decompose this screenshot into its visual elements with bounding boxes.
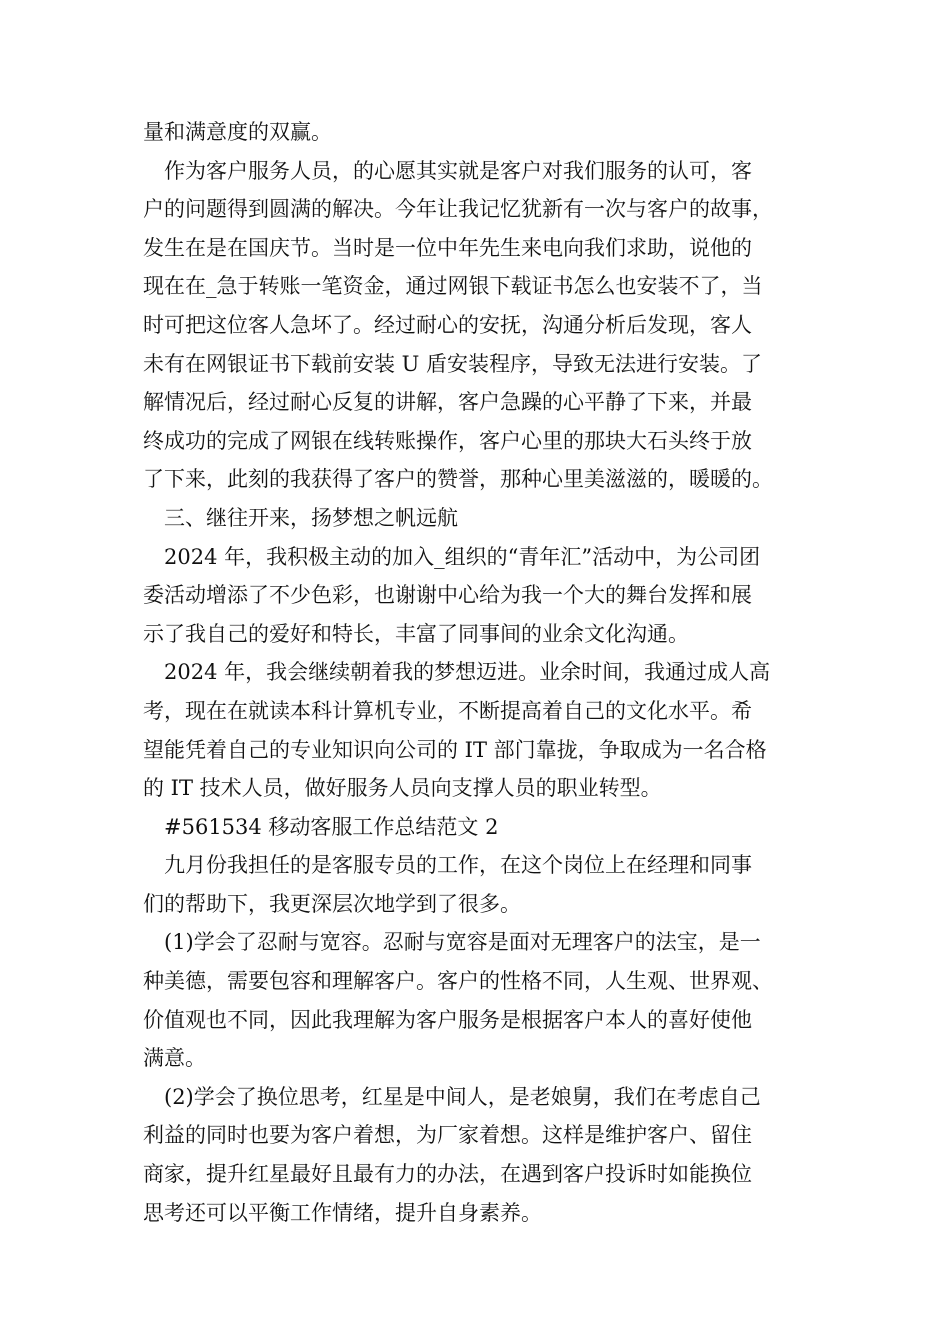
text-line: 满意。 [143,1046,206,1071]
text-line: (2)学会了换位思考，红星是中间人，是老娘舅，我们在考虑自己 [143,1084,761,1109]
text-line: 发生在是在国庆节。当时是一位中年先生来电向我们求助，说他的 [143,235,752,260]
article-title: #561534 移动客服工作总结范文 2 [143,814,499,839]
text-line: 2024 年，我积极主动的加入_组织的“青年汇”活动中，为公司团 [143,544,761,569]
text-line: 们的帮助下，我更深层次地学到了很多。 [143,891,521,916]
text-line: 解情况后，经过耐心反复的讲解，客户急躁的心平静了下来，并最 [143,390,752,415]
text-line: 价值观也不同，因此我理解为客户服务是根据客户本人的喜好使他 [143,1007,752,1032]
text-line: (1)学会了忍耐与宽容。忍耐与宽容是面对无理客户的法宝，是一 [143,930,761,955]
text-line: 时可把这位客人急坏了。经过耐心的安抚，沟通分析后发现，客人 [143,312,752,337]
section-heading: 三、继往开来，扬梦想之帆远航 [143,505,458,530]
text-line: 示了我自己的爱好和特长，丰富了同事间的业余文化沟通。 [143,621,689,646]
text-line: 望能凭着自己的专业知识向公司的 IT 部门靠拢，争取成为一名合格 [143,737,767,762]
text-line: 未有在网银证书下载前安装 U 盾安装程序，导致无法进行安装。了 [143,351,763,376]
text-line: 户的问题得到圆满的解决。今年让我记忆犹新有一次与客户的故事， [143,197,773,222]
text-line: 作为客户服务人员，的心愿其实就是客户对我们服务的认可，客 [143,158,752,183]
text-line: 委活动增添了不少色彩，也谢谢中心给为我一个大的舞台发挥和展 [143,583,752,608]
text-line: 商家，提升红星最好且最有力的办法，在遇到客户投诉时如能换位 [143,1162,752,1187]
text-line: 2024 年，我会继续朝着我的梦想迈进。业余时间，我通过成人高 [143,660,771,685]
text-line: 考，现在在就读本科计算机专业，不断提高着自己的文化水平。希 [143,698,752,723]
text-line: 种美德，需要包容和理解客户。客户的性格不同，人生观、世界观、 [143,969,773,994]
text-line: 的 IT 技术人员，做好服务人员向支撑人员的职业转型。 [143,776,662,801]
text-line: 利益的同时也要为客户着想，为厂家着想。这样是维护客户、留住 [143,1123,752,1148]
document-body [143,113,823,1232]
text-line: 思考还可以平衡工作情绪，提升自身素养。 [143,1200,542,1225]
text-line: 量和满意度的双赢。 [143,120,332,144]
text-line: 九月份我担任的是客服专员的工作，在这个岗位上在经理和同事 [143,853,752,878]
text-line: 现在在_急于转账一笔资金，通过网银下载证书怎么也安装不了，当 [143,274,763,299]
text-line: 终成功的完成了网银在线转账操作，客户心里的那块大石头终于放 [143,428,752,453]
text-line: 了下来，此刻的我获得了客户的赞誉，那种心里美滋滋的，暖暖的。 [143,467,773,492]
